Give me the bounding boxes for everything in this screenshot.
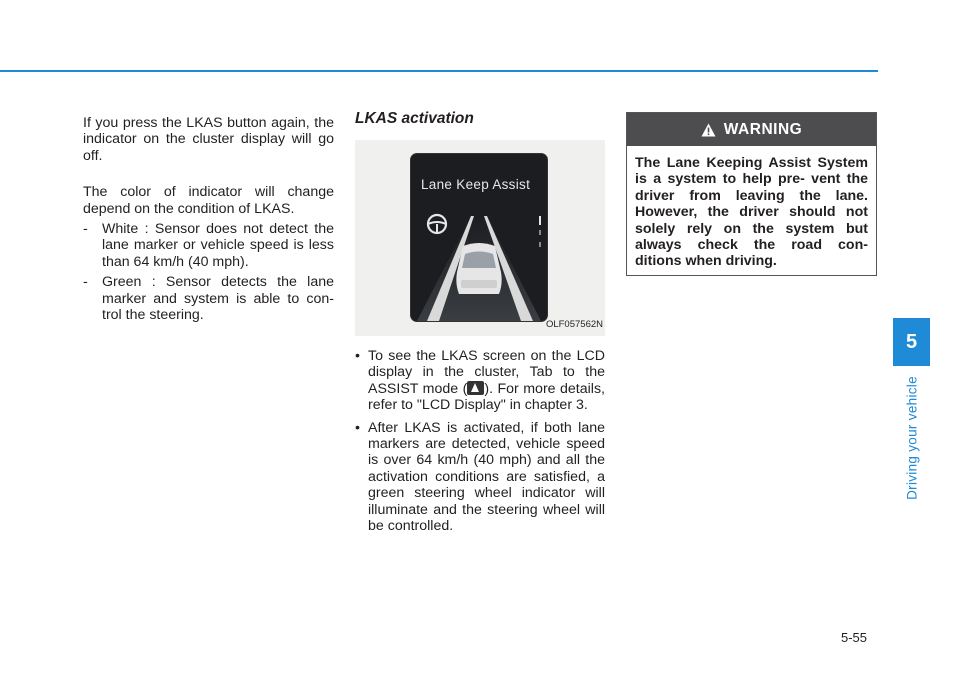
cluster-lcd-screen: [411, 154, 547, 321]
bullet-text-before: To see the LKAS screen on the LCD display in the cluster, Tab to the ASSIST mode (: [368, 348, 605, 397]
warning-title: WARNING: [723, 120, 803, 138]
screen-title: Lane Keep Assist: [421, 177, 531, 192]
list-item-green: [83, 274, 334, 323]
middle-column: [355, 110, 605, 540]
assist-mode-icon: [467, 381, 484, 395]
paragraph-lkas-button: If you press the LKAS button again, the indicator on the cluster display will go off.: [83, 115, 334, 164]
list-item: [355, 420, 605, 535]
paragraph-indicator-color: The color of indicator will change depend on the condition of LKAS.: [83, 184, 334, 217]
list-item-white: [83, 221, 334, 270]
steering-wheel-icon: [428, 215, 446, 233]
warning-text: The Lane Keeping Assist System is a system to help pre- vent the driver from leaving the lane. However, the driver should not solely rely on the system but always check the road con- ditions when driving.: [635, 155, 868, 270]
list-item-text: White : Sensor does not detect the lane marker or vehicle speed is less than 64 km/h (40 mph).: [102, 221, 334, 270]
bullet-marker: •: [355, 419, 360, 436]
chapter-title: Driving your vehicle: [904, 376, 920, 500]
car-icon: [456, 243, 501, 294]
list-item-text: Green : Sensor detects the lane marker and system is able to con- trol the steering.: [102, 274, 334, 324]
bullet-text: After LKAS is activated, if both lane markers are detected, vehicle speed is over 64 km/h (40 mph) and all the activation conditions are satisfied, a green steering wheel indicator will illuminate and the steering wheel will be controlled.: [368, 419, 605, 535]
dash-marker: -: [83, 221, 88, 238]
figure-code: OLF057562N: [545, 318, 603, 330]
warning-header: [627, 113, 876, 146]
header-rule: [0, 70, 878, 72]
chapter-number-tab: 5: [893, 318, 930, 366]
speed-gauge-marks: [539, 216, 541, 247]
bullet-marker: •: [355, 348, 360, 364]
warning-triangle-icon: [701, 123, 716, 137]
bullet-text-after: ). For more details, refer to "LCD Display" in chapter 3.: [368, 380, 605, 414]
warning-box: [626, 112, 877, 276]
left-column: [83, 115, 334, 323]
bullet-list: [355, 348, 605, 534]
dash-marker: -: [83, 274, 88, 291]
cluster-figure: [355, 140, 605, 336]
list-item: [355, 348, 605, 414]
page-number: 5-55: [841, 630, 868, 645]
section-title: LKAS activation: [355, 110, 474, 127]
